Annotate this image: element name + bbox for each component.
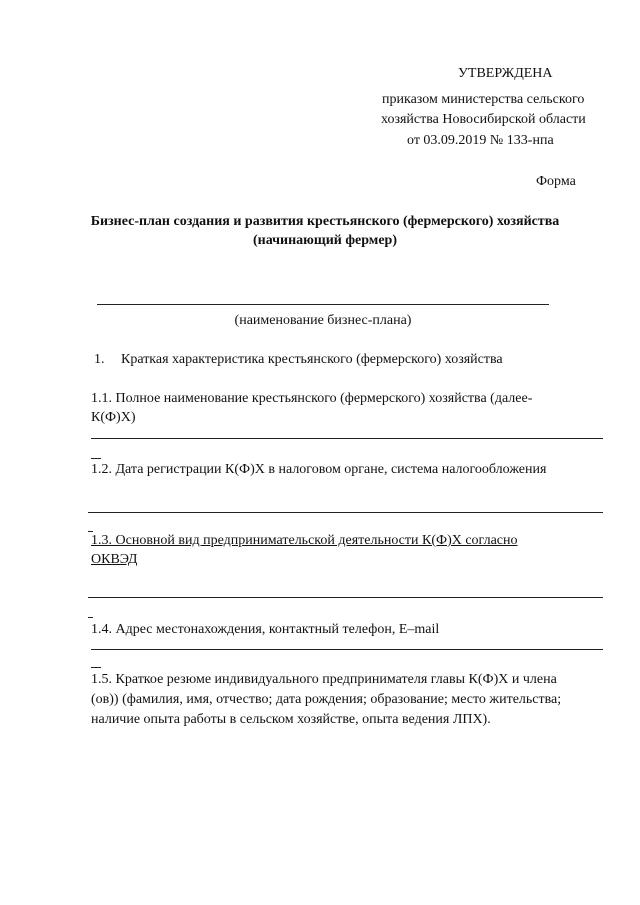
item-1-4-line-1: 1.4. Адрес местонахождения, контактный телефон, E–mail [91, 622, 440, 637]
item-1-1-fill-line [91, 438, 603, 439]
item-1-3-fill-line [88, 597, 603, 598]
item-1-1-line-1: 1.1. Полное наименование крестьянского (фермерского) хозяйства (далее- [91, 391, 533, 406]
item-1-2-line-1: 1.2. Дата регистрации К(Ф)Х в налоговом органе, система налогообложения [91, 462, 547, 477]
approval-line-1: приказом министерства сельского [382, 92, 585, 107]
item-1-2-fill-stub [88, 531, 93, 532]
item-1-3-line-2: ОКВЭД [91, 552, 138, 567]
plan-name-line [97, 304, 549, 305]
item-1-3-fill-stub [88, 617, 93, 618]
approval-line-2: хозяйства Новосибирской области [381, 112, 586, 127]
document-title-line-1: Бизнес-план создания и развития крестьянского (фермерского) хозяйства [90, 214, 560, 229]
item-1-5-line-3: наличие опыта работы в сельском хозяйстве, опыта ведения ЛПХ). [91, 712, 491, 727]
item-1-4-fill-stub [91, 667, 101, 668]
item-1-3-line-1: 1.3. Основной вид предпринимательской деятельности К(Ф)Х согласно [91, 533, 518, 548]
item-1-5-line-1: 1.5. Краткое резюме индивидуального предпринимателя главы К(Ф)Х и члена [91, 672, 557, 687]
item-1-4-fill-line [91, 649, 603, 650]
item-1-1-fill-stub [91, 458, 101, 459]
section-number: 1. [94, 352, 105, 367]
item-1-1-line-2: К(Ф)Х) [91, 410, 136, 425]
approval-line-3: от 03.09.2019 № 133-нпа [407, 133, 554, 148]
plan-name-caption: (наименование бизнес-плана) [234, 313, 412, 328]
form-label: Форма [536, 174, 576, 189]
approval-title: УТВЕРЖДЕНА [458, 66, 553, 81]
item-1-2-fill-line [88, 512, 603, 513]
document-title-line-2: (начинающий фермер) [252, 233, 398, 248]
item-1-5-line-2: (ов)) (фамилия, имя, отчество; дата рождения; образование; место жительства; [91, 692, 562, 707]
section-title: Краткая характеристика крестьянского (фермерского) хозяйства [121, 352, 503, 367]
